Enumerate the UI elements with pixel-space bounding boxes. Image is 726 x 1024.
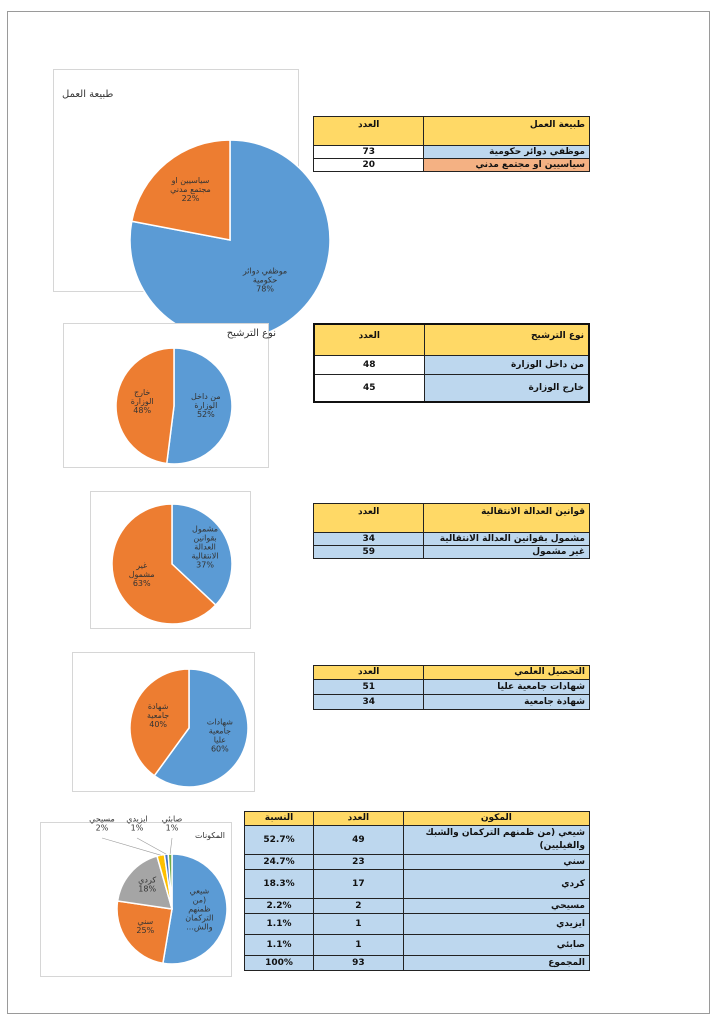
nomination-header-count: العدد (314, 324, 424, 356)
row-count: 23 (314, 855, 404, 870)
slice-label: التركمان (185, 913, 214, 923)
slice-label: سياسيين او (171, 176, 210, 186)
slice-label: موظفي دوائر (242, 266, 288, 276)
row-count: 73 (314, 146, 424, 159)
table-row (314, 356, 589, 375)
slice-label: من داخل (190, 392, 221, 402)
nomination-chart-title: نوع الترشيح (226, 328, 276, 339)
table-row (245, 935, 590, 956)
slice-label: 63% (132, 579, 151, 589)
slice-label: 1% (130, 823, 144, 833)
slice-label: مشمول (128, 570, 155, 580)
leader-line (137, 838, 166, 854)
slice-label: 60% (210, 744, 229, 754)
slice-label: 2% (95, 823, 109, 833)
components-chart-title: المكونات (194, 831, 225, 840)
table-row (314, 533, 590, 546)
justice-table (313, 503, 590, 559)
table-row (245, 870, 590, 899)
slice-label: ايزيدي (126, 814, 148, 824)
table-row (314, 695, 590, 710)
nomination-table (313, 323, 590, 403)
slice-label: غير (136, 561, 148, 571)
table-row (245, 826, 590, 855)
components-header-count: العدد (314, 812, 404, 826)
components-chart (40, 814, 232, 977)
slice-label: 52% (196, 410, 215, 420)
row-name: غير مشمول (424, 546, 590, 559)
total-pct: 100% (245, 956, 314, 971)
slice-label: بقوانين (193, 533, 217, 543)
education-header-name: التحصيل العلمي (424, 666, 590, 680)
slice-label: 78% (256, 284, 274, 294)
row-pct: 52.7% (245, 826, 314, 855)
justice-header-name: قوانين العدالة الانتقالية (424, 504, 590, 533)
slice-label: حكومية (252, 275, 278, 285)
total-count: 93 (314, 956, 404, 971)
slice-label: الوزارة (130, 396, 154, 406)
row-count: 1 (314, 914, 404, 935)
nomination-header-name: نوع الترشيح (424, 324, 589, 356)
table-row (314, 680, 590, 695)
row-count: 48 (314, 356, 424, 375)
row-name: شهادات جامعية عليا (424, 680, 590, 695)
slice-label: 37% (196, 560, 214, 570)
row-name: من داخل الوزارة (424, 356, 589, 375)
row-count: 59 (314, 546, 424, 559)
row-pct: 18.3% (245, 870, 314, 899)
education-pie (73, 653, 256, 793)
nomination-chart (63, 323, 276, 468)
leader-line (170, 838, 172, 854)
row-name: سياسيين او مجتمع مدني (424, 159, 590, 172)
nomination-pie (64, 324, 270, 469)
row-count: 34 (314, 533, 424, 546)
row-name: خارج الوزارة (424, 375, 589, 403)
justice-chart (90, 491, 251, 629)
slice-label: والش... (186, 922, 213, 932)
table-row (245, 899, 590, 914)
slice-label: الوزارة (194, 401, 218, 411)
justice-header-count: العدد (314, 504, 424, 533)
row-count: 49 (314, 826, 404, 855)
work-header-count: العدد (314, 117, 424, 146)
row-count: 34 (314, 695, 424, 710)
slice-label: الانتقالية (191, 551, 219, 561)
row-count: 45 (314, 375, 424, 403)
slice-label: مجتمع مدني (170, 185, 211, 195)
slice-label: (من (192, 895, 207, 905)
slice-label: 18% (138, 884, 157, 894)
table-row (314, 146, 590, 159)
table-row (245, 914, 590, 935)
row-name: صابئي (403, 935, 589, 956)
row-name: كردي (403, 870, 589, 899)
components-pie (41, 814, 233, 978)
slice-label: ظمنهم (188, 904, 211, 914)
slice-label: جامعية (208, 726, 231, 736)
education-chart (72, 652, 255, 792)
row-name: مسيحي (403, 899, 589, 914)
slice-label: خارج (133, 387, 151, 397)
education-table (313, 665, 590, 710)
slice-label: شهادة (147, 701, 169, 711)
row-count: 2 (314, 899, 404, 914)
slice-label: 1% (165, 823, 179, 833)
table-row (314, 159, 590, 172)
slice-label: العدالة (194, 542, 216, 552)
slice-label: 25% (136, 925, 155, 935)
row-pct: 2.2% (245, 899, 314, 914)
row-name: ايزيدي (403, 914, 589, 935)
table-row (245, 855, 590, 870)
row-name: شهادة جامعية (424, 695, 590, 710)
table-total-row (245, 956, 590, 971)
slice-label: مسيحي (89, 814, 115, 824)
slice-label: جامعية (147, 710, 170, 720)
row-count: 17 (314, 870, 404, 899)
slice-label: شهادات (206, 717, 233, 727)
slice-label: صابئي (161, 814, 183, 824)
slice-label: شيعي (189, 886, 210, 896)
work-chart (53, 69, 299, 292)
slice-label: 48% (133, 405, 152, 415)
row-name: مشمول بقوانين العدالة الانتقالية (424, 533, 590, 546)
row-pct: 1.1% (245, 935, 314, 956)
justice-pie (91, 492, 252, 630)
row-name: سني (403, 855, 589, 870)
components-table (244, 811, 590, 971)
work-chart-title: طبيعة العمل (62, 89, 114, 100)
work-pie (54, 70, 300, 293)
table-row (314, 375, 589, 403)
components-header-pct: النسبة (245, 812, 314, 826)
row-name: شيعي (من ظمنهم التركمان والشبك والفيليين) (403, 826, 589, 855)
slice-label: سني (137, 916, 154, 926)
components-header-name: المكون (403, 812, 589, 826)
work-table (313, 116, 590, 172)
slice-label: كردي (138, 875, 157, 885)
total-name: المجموع (403, 956, 589, 971)
row-count: 1 (314, 935, 404, 956)
row-pct: 24.7% (245, 855, 314, 870)
slice-label: 22% (181, 194, 200, 204)
row-count: 51 (314, 680, 424, 695)
row-name: موظفي دوائر حكومية (424, 146, 590, 159)
work-header-name: طبيعة العمل (424, 117, 590, 146)
education-header-count: العدد (314, 666, 424, 680)
row-count: 20 (314, 159, 424, 172)
slice-label: 40% (149, 719, 168, 729)
slice-label: مشمول (192, 524, 219, 534)
slice-label: عليا (213, 735, 227, 745)
table-row (314, 546, 590, 559)
row-pct: 1.1% (245, 914, 314, 935)
